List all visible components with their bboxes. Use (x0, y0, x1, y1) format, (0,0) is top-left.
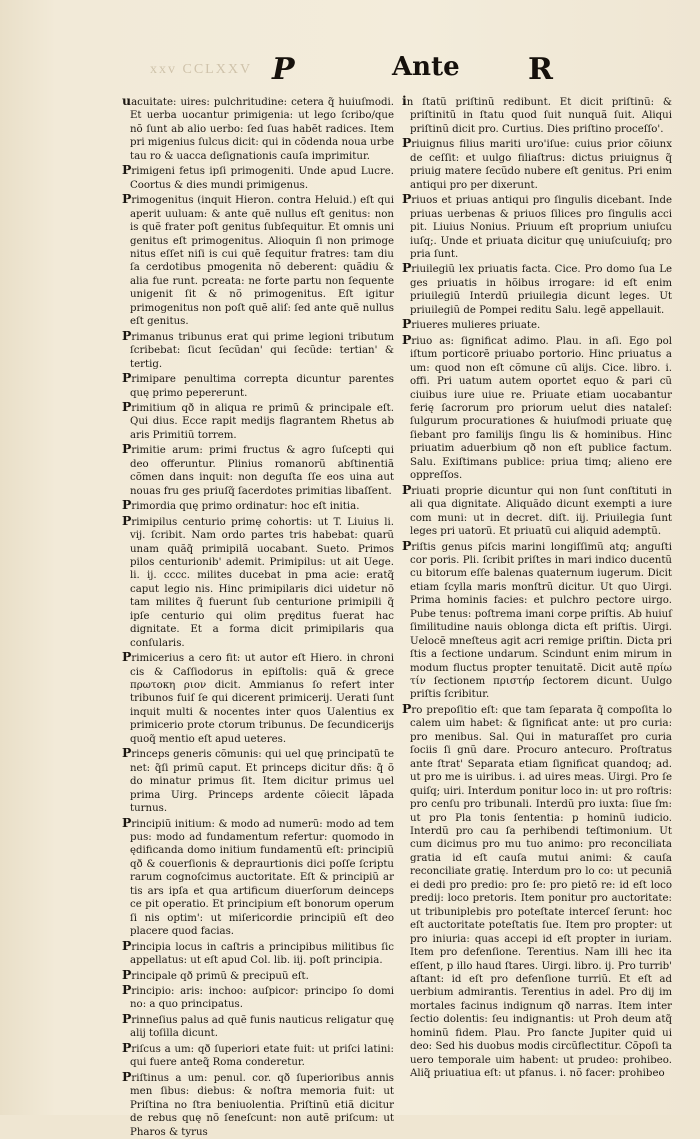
entry-paragraph: Principale qð primũ & precipuũ eſt. (122, 966, 309, 982)
entry-paragraph: uacuitate: uires: pulchritudine: cetera q̃ huiuſmodi. Et uerba uocantur primigenia: ut lego ſcribo/que nõ ſunt ab alio uerbo: ſed ſuas habẽt radices. Item pri migenius ſulcus dicit: qui in cõdenda noua urbe tau ro & uacca deſignationis cauſa imprimitur. (122, 93, 395, 162)
entry-paragraph: Pro prepoſitio eſt: que tam ſeparata q̃ compoſita lo calem uim habet: & ſignificat ante: ut pro curia: pro menibus. Sal. Qui in maturaſſet pro curia ſociis ſi gnũ dare. Procuro antecuro. Proſtratus ante ſtrat' Separata etiam ſignificat quandoq; ad. ut pro me is uiribus. i. ad uires meas. Uirgi. Pro ſe quiſq; uiri. Interdum ponitur loco in: ut pro roſtris: pro cenſu pro tribunali. Interdũ pro iuxta: ſiue ſm: ut pro Pla tonis ſententia: p hominũ iudicio. Interdũ pro cau ſa perhibendi teſtimonium. Ut cum dicimus pro mu tuo animo: pro reconciliata gratia id eſt cauſa mutui animi: & cauſa reconciliate gratię. Interdum pro lo co: ut pecuniã ei dedi pro predio: pro ſe: pro pietõ re: id eſt loco predij: loco pretoris. Item ponitur pro auctoritate: ut tribuniplebis pro poteſtate interceſ ſerunt: hoc eſt auctoritate poteſtatis ſue. Item pro propter: ut pro iniuria: quas accepi id eſt propter in iuriam. Item pro defenſione. Terentius. Nam illi hec ita eſſent, p illo haud ſtares. Uirgi. libro. ij. Pro turrib' aſtant: id eſt pro defenſione turriũ. Et eſt ad uerbium admirantis. Terentius in adel. Pro dij im mortales facinus indignum qð narras. Item inter ſectio dolentis: ſeu indignantis: ut Proh deum atq̃ hominũ fidem. Plau. Pro ſancte Jupiter quid ui deo: Sed his duobus modis circũflectitur. Cõpoſi ta uero temporale uim habent: ut prudeo: prohibeo. Aliq̃ priuatiua eſt: ut pfanus. i. nõ facer: prohibeo (402, 700, 672, 1080)
entry-paragraph: Princeps generis cõmunis: qui uel quę principatũ te net: q̃ſi primũ caput. Et princeps dicitur dñs: q̃ õ do minatur primus ſit. Item dicitur primus uel prima Uirg. Princeps ardente cõiecit lãpada turnus. (122, 745, 394, 815)
entry-paragraph: Primanus tribunus erat qui prime legioni tributum ſcribebat: ſicut ſecũdan' qui ſecũde: tertian' & tertig. (122, 327, 394, 370)
header-center-word: Ante (392, 52, 460, 82)
entry-paragraph: in ſtatũ priſtinũ redibunt. Et dicit priſtinũ: & priſtinitũ in ſtatu quod ſuit nunquã ſuit. Aliqui priſtinũ dicit pro. Curtius. Dies priſtino proceſſo'. (402, 93, 672, 135)
header-right-letter: R (528, 52, 553, 87)
entry-paragraph: Primipare penultima correpta dicuntur parentes quę primo pepererunt. (122, 370, 394, 399)
entry-paragraph: Primogenitus (inquit Hieron. contra Heluid.) eſt qui aperit uuluam: & ante quẽ nullus eſt genitus: non is quẽ frater poſt genitus ſubſequitur. Et omnis uni genitus eſt primogenitus. Alioquin ſi non primoge nitus eſſet niſi is cui quẽ ſequitur fratres: tam diu ſa cerdotibus pmogenita nõ deberent: quãdiu & alia fue runt. pcreata: ne forte partu non ſequente unigenit ſit & nõ primogenitus. Eſt igitur primogenitus non poſt quẽ aliſ: ſed ante quẽ nullus eſt genitus. (122, 191, 394, 328)
entry-paragraph: Primigeni fetus ipſi primogeniti. Unde apud Lucre. Coortus & dies mundi primigenus. (122, 162, 394, 191)
entry-paragraph: Prinneſius palus ad quẽ funis nauticus religatur quę alij toſilla dicunt. (122, 1010, 394, 1040)
bleed-through-text: xxv CCLXXV (150, 62, 253, 77)
entry-paragraph: Priſcus a um: qð ſuperiori etate fuit: ut priſci latini: qui fuere anteq̃ Roma conderetur. (122, 1039, 394, 1069)
entry-paragraph: Priſtis genus piſcis marini longiſſimũ atq; anguſti cor poris. Pli. ſcribit priſtes in mari indico ducentũ cu bitorum eſſe balenas quaternum iugerum. Dicit etiam ſcylla maris monſtrũ dicitur. Ut quo Uirgi. Prima hominis facies: et pulchro pectore uirgo. Pube tenus: poſtrema imani corpe priſtis. Ab huiuſ ſimilitudine nauis oblonga dicta eſt priſtis. Uirgi. Uelocẽ mneſteus agit acri remige priſtin. Dicta pri ſtis a ſectione undarum. Scindunt enim mirum in modum fluctus propter tenuitatẽ. Dicit autẽ πρίω τίν ſectionem πριστήρ ſectorem dicunt. Uulgo priſtis ſcribitur. (402, 537, 672, 701)
entry-paragraph: Priuignus filius mariti uro'iſue: cuius prior cõiunx de ceſſit: et uulgo filiaſtrus: dictus priuignus q̃ priuig matere ſecũdo nubere eſt genitus. Pri enim antiqui pro per dixerunt. (402, 135, 672, 191)
entry-paragraph: Primitie arum: primi fructus & agro ſuſcepti qui deo offeruntur. Plinius romanorũ abſtinentiã cõmen dans inquit: non deguſta ſſe eos uina aut nouas fru ges priuſq̃ ſacerdotes primitias libaſſent. (122, 441, 394, 497)
right-column (402, 94, 672, 1094)
entry-paragraph: Priuati proprie dicuntur qui non ſunt conſtituti in ali qua dignitate. Aliquãdo dicunt exempti a iure com muni: ut in decret. diſt. iij. Priuilegia ſunt leges pri uatorũ. Et priuatũ cui aliquid ademptũ. (402, 481, 672, 538)
left-column (122, 93, 395, 1138)
entry-paragraph: Primicerius a cero fit: ut autor eſt Hiero. in chroni cis & Caſſiodorus in epiſtolis: quã & grece πρωτοκη ριον dicit. Ammianus ſo refert inter tribunos fuiſ ſe qui dicerent primicerij. Uerati ſunt inquit multi & nocentes inter quos Ualentius ex primicerio prote ctorum tribunus. De ſecundicerijs quoq̃ mentio eſt apud ueteres. (122, 649, 394, 745)
entry-paragraph: Principiũ initium: & modo ad numerũ: modo ad tem pus: modo ad fundamentum refertur: quomodo in ędificanda domo initium fundamentũ eſt: principiũ qð & couerſionis & depraurtionis dici poſſe ſcriptu rarum cognoſcimus auctoritate. Eſt & principiũ ar tis ars ipſa et qua artificum diuerſorum deinceps ce pit operatio. Et principium eſt bonorum operum ſi nis optim': ut miſericordie principiũ eſt deo placere quod facias. (122, 814, 394, 938)
entry-paragraph: Priuos et priuas antiqui pro ſingulis dicebant. Inde priuas uerbenas & priuos ſilices pro ſingulis acci pit. Liuius Nonius. Priuum eſt proprium uniuſcu iuſq;. Unde et priuata dicitur quę uniuſcuiuſq; pro pria ſunt. (402, 191, 672, 260)
entry-paragraph: Primordia quę primo ordinatur: hoc eſt initia. (122, 497, 360, 513)
header-left-letter: P (272, 52, 295, 87)
entry-paragraph: Principia locus in caſtris a principibus militibus ſic appellatus: ut eſt apud Col. lib. iij. poſt principia. (122, 937, 394, 967)
entry-paragraph: Principio: aris: inchoo: auſpicor: principo ſo domi no: a quo principatus. (122, 982, 394, 1011)
running-header (0, 52, 700, 92)
entry-paragraph: Priuo as: ſignificat adimo. Plau. in aſi. Ego pol iſtum porticorẽ priuabo portorio. Hinc priuatus a um: quod non eſt cõmune cũ alijs. Cice. libro. i. offi. Pri uatum autem oportet equo & pari cũ ciuibus iure uiue re. Priuate etiam uocabantur ferię ſacrorum pro priorum uelut dies nataleſ: ſulgurum procurationes & huiuſmodi priuate quę ſiebant pro familijs ſingu lis & hominibus. Hinc priuatim aduerbium qð non eſt publice factum. Salu. Exiſtimans publice: priua timq; alieno ere oppreſſos. (402, 331, 672, 482)
entry-paragraph: Priueres mulieres priuate. (402, 316, 541, 332)
entry-paragraph: Primipilus centurio primę cohortis: ut T. Liuius li. vij. ſcribit. Nam ordo partes tris habebat: quarũ unam quãq̃ primipilã uocabant. Sueto. Primos pilos centurionib' ademit. Primipilus: ut ait Uege. li. ij. cccc. milites ducebat in pma acie: eratq̃ caput legio nis. Hinc primipilaris dici uidetur nõ tam milites q̃ fuerunt ſub centurione primipili q̃ ipſe centurio qui olim pręditus fuerat hac dignitate. Et a forma dicit primipilaris qua conſularis. (122, 512, 394, 649)
entry-paragraph: Priuilegiũ lex priuatis facta. Cice. Pro domo ſua Le ges priuatis in hõibus irrogare: id eſt enim priuilegiũ Interdũ priuilegia dicunt leges. Ut priuilegiũ de Pompei reditu Salu. legẽ appellauit. (402, 260, 672, 316)
entry-paragraph: Primitium qð in aliqua re primũ & principale eſt. Qui dius. Ecce rapit medijs flagrantem Rhetus ab aris Primitiũ torrem. (122, 398, 394, 441)
entry-paragraph: Priſtinus a um: penul. cor. qð ſuperioribus annis men ſibus: diebus: & noſtra memoria fuit: ut Priſtina no ſtra beniuolentia. Priſtinũ etiã dicitur de rebus quę nõ ſeneſcunt: non autẽ priſcum: ut Pharos & tyrus (122, 1068, 394, 1138)
